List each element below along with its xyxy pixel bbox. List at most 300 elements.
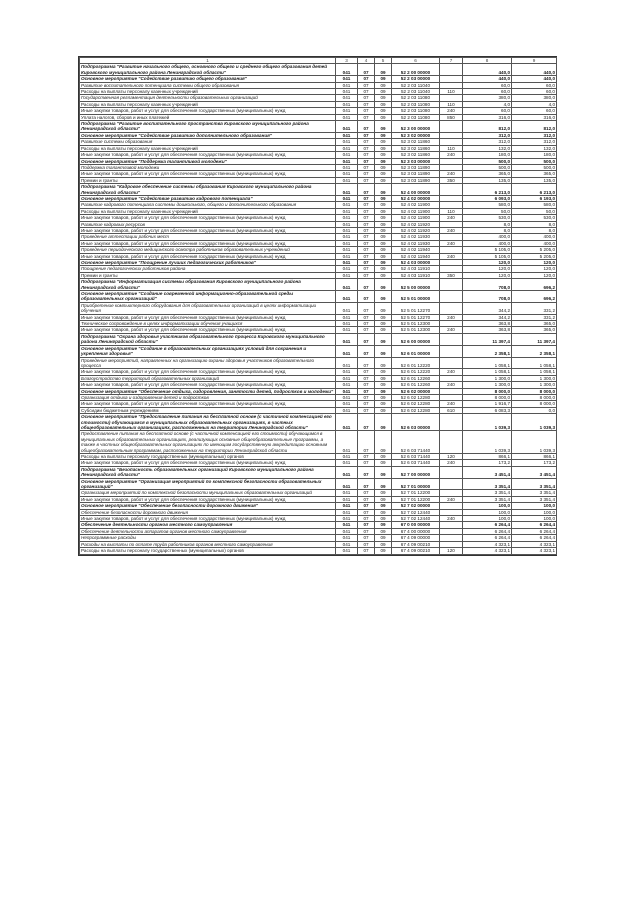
row-subsection: 09 (375, 541, 392, 547)
row-target-code: 52 6 01 12220 (392, 357, 440, 369)
row-amount-1: 5 105,0 (463, 253, 512, 259)
row-section: 07 (358, 272, 375, 278)
row-expense-type: 110 (440, 101, 463, 107)
row-target-code: 52 4 02 11920 (392, 221, 440, 227)
budget-table (79, 57, 557, 555)
row-amount-1: 708,0 (463, 279, 512, 291)
row-expense-type: 240 (440, 240, 463, 246)
row-subsection: 09 (375, 114, 392, 120)
row-section: 07 (358, 466, 375, 478)
row-ministry-code: 041 (336, 221, 358, 227)
row-amount-2: 400,0 (512, 234, 557, 240)
row-amount-1: 8 000,0 (463, 394, 512, 400)
column-number: 8 (463, 58, 512, 64)
row-section: 07 (358, 382, 375, 388)
row-target-code: 52 6 02 12280 (392, 407, 440, 413)
row-amount-2: 180,0 (512, 152, 557, 158)
row-subsection: 09 (375, 208, 392, 214)
row-section: 07 (358, 171, 375, 177)
row-description: Расходы на выплаты персоналу казенных учреждений (80, 208, 336, 214)
row-expense-type: 240 (440, 327, 463, 333)
row-target-code: 52 4 02 11900 (392, 202, 440, 208)
row-section: 07 (358, 478, 375, 490)
row-ministry-code: 041 (336, 202, 358, 208)
row-amount-2: 8 000,0 (512, 394, 557, 400)
row-section: 07 (358, 202, 375, 208)
row-description: Иные закупки товаров, работ и услуг для обеспечения государственных (муниципальных) нужд (80, 253, 336, 259)
table-row (80, 478, 557, 490)
row-subsection: 09 (375, 478, 392, 490)
row-amount-1: 344,2 (463, 302, 512, 314)
row-target-code: 52 2 03 00000 (392, 76, 440, 82)
row-ministry-code: 041 (336, 321, 358, 327)
row-amount-2: 50,0 (512, 208, 557, 214)
row-amount-1: 500,0 (463, 158, 512, 164)
row-amount-1: 312,0 (463, 139, 512, 145)
row-amount-2: 365,0 (512, 327, 557, 333)
row-subsection: 09 (375, 152, 392, 158)
row-amount-2: 1 039,3 (512, 414, 557, 431)
row-description: Иные закупки товаров, работ и услуг для обеспечения государственных (муниципальных) нужд (80, 401, 336, 407)
row-amount-2: 6 193,0 (512, 195, 557, 201)
row-target-code: 52 5 01 12270 (392, 314, 440, 320)
row-amount-1: 312,0 (463, 132, 512, 138)
table-row (80, 431, 557, 454)
row-ministry-code: 041 (336, 302, 358, 314)
row-amount-1: 6 264,4 (463, 528, 512, 534)
row-description: Подпрограмма "Кадровое обеспечение системы образования Кировского муниципального района Ленинградской области" (80, 184, 336, 196)
table-row (80, 466, 557, 478)
row-section: 07 (358, 152, 375, 158)
row-subsection: 09 (375, 202, 392, 208)
row-ministry-code: 041 (336, 548, 358, 554)
row-subsection: 09 (375, 291, 392, 303)
row-amount-2: 60,0 (512, 82, 557, 88)
row-amount-1: 6 213,0 (463, 184, 512, 196)
row-description: Подпрограмма "Безопасность образовательных организаций Кировского муниципального района Ленинградской области" (80, 466, 336, 478)
row-subsection: 09 (375, 260, 392, 266)
row-section: 07 (358, 260, 375, 266)
row-ministry-code: 041 (336, 522, 358, 528)
row-target-code: 52 6 01 12220 (392, 369, 440, 375)
row-expense-type (440, 121, 463, 133)
row-amount-1: 1 300,0 (463, 375, 512, 381)
column-number: 6 (392, 58, 440, 64)
table-row (80, 291, 557, 303)
row-ministry-code: 041 (336, 234, 358, 240)
row-section: 07 (358, 496, 375, 502)
row-expense-type: 120 (440, 548, 463, 554)
row-description: Иные закупки товаров, работ и услуг для обеспечения государственных (муниципальных) нужд (80, 516, 336, 522)
table-row (80, 357, 557, 369)
row-description: Техническое сопровождение в целях информатизации обучения учащихся (80, 321, 336, 327)
row-ministry-code: 041 (336, 171, 358, 177)
row-target-code: 67 4 09 00210 (392, 541, 440, 547)
row-ministry-code: 041 (336, 64, 358, 76)
row-amount-1: 100,0 (463, 503, 512, 509)
row-target-code: 52 3 03 00000 (392, 158, 440, 164)
row-subsection: 09 (375, 369, 392, 375)
row-amount-2: 135,0 (512, 177, 557, 183)
row-amount-2: 1 058,1 (512, 357, 557, 369)
row-ministry-code: 041 (336, 89, 358, 95)
row-subsection: 09 (375, 253, 392, 259)
row-amount-2: 8,0 (512, 221, 557, 227)
row-subsection: 09 (375, 535, 392, 541)
row-target-code: 52 4 02 11920 (392, 227, 440, 233)
row-expense-type: 850 (440, 114, 463, 120)
row-section: 07 (358, 516, 375, 522)
row-ministry-code: 041 (336, 407, 358, 413)
row-section: 07 (358, 234, 375, 240)
row-ministry-code: 041 (336, 177, 358, 183)
row-description: Развитие кадрового потенциала системы дошкольного, общего и дополнительного образования (80, 202, 336, 208)
row-expense-type (440, 414, 463, 431)
column-number: 9 (512, 58, 557, 64)
row-ministry-code: 041 (336, 108, 358, 114)
row-section: 07 (358, 158, 375, 164)
row-amount-2: 6 264,4 (512, 528, 557, 534)
row-amount-2: 120,0 (512, 266, 557, 272)
row-subsection: 09 (375, 121, 392, 133)
row-description: Премии и гранты (80, 177, 336, 183)
column-number: 1 (80, 58, 336, 64)
row-expense-type: 240 (440, 460, 463, 466)
row-target-code: 52 6 02 12280 (392, 401, 440, 407)
row-description: Государственная регламентация деятельности образовательных организаций (80, 95, 336, 101)
row-description: Расходы на выплаты персоналу государственных (муниципальных) органов (80, 548, 336, 554)
row-target-code: 52 5 01 12270 (392, 302, 440, 314)
row-amount-2: 696,2 (512, 291, 557, 303)
row-amount-1: 3 351,4 (463, 478, 512, 490)
row-amount-2: 3 351,4 (512, 490, 557, 496)
row-subsection: 09 (375, 321, 392, 327)
row-target-code: 52 5 01 12300 (392, 327, 440, 333)
row-target-code: 52 4 03 11910 (392, 266, 440, 272)
row-amount-1: 8 000,0 (463, 388, 512, 394)
row-amount-2: 173,2 (512, 460, 557, 466)
row-target-code: 52 4 03 00000 (392, 260, 440, 266)
row-section: 07 (358, 327, 375, 333)
row-subsection: 09 (375, 64, 392, 76)
row-ministry-code: 041 (336, 184, 358, 196)
row-target-code: 52 7 01 12200 (392, 490, 440, 496)
row-subsection: 09 (375, 302, 392, 314)
row-amount-2: 365,0 (512, 171, 557, 177)
row-ministry-code: 041 (336, 490, 358, 496)
row-amount-2: 1 039,3 (512, 431, 557, 454)
row-section: 07 (358, 164, 375, 170)
row-ministry-code: 041 (336, 414, 358, 431)
row-expense-type (440, 184, 463, 196)
row-amount-2: 866,1 (512, 454, 557, 460)
row-amount-1: 1 058,1 (463, 357, 512, 369)
row-target-code: 52 7 02 12440 (392, 516, 440, 522)
row-description: Организация мероприятий по комплексной безопасности муниципальных образовательных организаций (80, 490, 336, 496)
row-section: 07 (358, 333, 375, 345)
row-amount-2: 60,0 (512, 108, 557, 114)
row-target-code: 52 3 00 00000 (392, 121, 440, 133)
row-target-code: 52 5 01 12300 (392, 321, 440, 327)
row-description: Благоустройство территорий образовательных организаций (80, 375, 336, 381)
row-description: Основное мероприятие "Создание современной информационно-образовательной среды образовательных организаций" (80, 291, 336, 303)
row-ministry-code: 041 (336, 509, 358, 515)
row-amount-1: 316,0 (463, 114, 512, 120)
row-amount-2: 60,0 (512, 89, 557, 95)
row-expense-type (440, 291, 463, 303)
row-section: 07 (358, 535, 375, 541)
row-description: Обеспечение деятельности органов местного самоуправления (80, 522, 336, 528)
row-target-code: 52 4 02 11930 (392, 240, 440, 246)
row-section: 07 (358, 528, 375, 534)
row-section: 07 (358, 195, 375, 201)
row-ministry-code: 041 (336, 516, 358, 522)
table-row (80, 548, 557, 554)
row-target-code: 52 3 02 11860 (392, 152, 440, 158)
row-description: Уплата налогов, сборов и иных платежей (80, 114, 336, 120)
row-ministry-code: 041 (336, 345, 358, 357)
row-subsection: 09 (375, 76, 392, 82)
row-section: 07 (358, 460, 375, 466)
row-ministry-code: 041 (336, 215, 358, 221)
row-amount-1: 866,1 (463, 454, 512, 460)
row-target-code: 52 6 03 71440 (392, 454, 440, 460)
row-description: Иные закупки товаров, работ и услуг для обеспечения государственных (муниципальных) нужд (80, 314, 336, 320)
row-amount-1: 60,0 (463, 108, 512, 114)
row-section: 07 (358, 121, 375, 133)
row-section: 07 (358, 221, 375, 227)
row-description: Основное мероприятие "Обеспечение отдыха, оздоровления, занятости детей, подростков и молодежи" (80, 388, 336, 394)
row-section: 07 (358, 414, 375, 431)
row-amount-1: 530,0 (463, 215, 512, 221)
row-subsection: 09 (375, 401, 392, 407)
row-subsection: 09 (375, 522, 392, 528)
row-section: 07 (358, 145, 375, 151)
row-amount-1: 60,0 (463, 89, 512, 95)
row-expense-type (440, 466, 463, 478)
row-subsection: 09 (375, 145, 392, 151)
row-expense-type: 240 (440, 401, 463, 407)
row-amount-1: 1 039,3 (463, 431, 512, 454)
row-amount-1: 440,0 (463, 76, 512, 82)
row-expense-type: 110 (440, 145, 463, 151)
row-amount-1: 6 264,4 (463, 522, 512, 528)
row-description: Субсидии бюджетным учреждениям (80, 407, 336, 413)
row-amount-2: 312,0 (512, 139, 557, 145)
row-subsection: 09 (375, 414, 392, 431)
row-description: Развитие воспитательного потенциала системы общего образования (80, 82, 336, 88)
row-subsection: 09 (375, 95, 392, 101)
row-amount-2: 500,0 (512, 158, 557, 164)
row-subsection: 09 (375, 221, 392, 227)
row-description: Развитие кадровых ресурсов (80, 221, 336, 227)
row-ministry-code: 041 (336, 266, 358, 272)
row-target-code: 52 3 03 11890 (392, 164, 440, 170)
budget-table-container (78, 56, 557, 556)
row-target-code: 52 3 03 11890 (392, 171, 440, 177)
row-target-code: 52 5 00 00000 (392, 279, 440, 291)
row-amount-2: 331,2 (512, 314, 557, 320)
row-description: Подпрограмма "Развитие воспитательного пространства Кировского муниципального района Ленинградской области" (80, 121, 336, 133)
row-target-code: 52 6 02 12280 (392, 394, 440, 400)
row-amount-1: 1 058,1 (463, 369, 512, 375)
row-amount-1: 400,0 (463, 240, 512, 246)
row-amount-1: 100,0 (463, 509, 512, 515)
row-description: Иные закупки товаров, работ и услуг для обеспечения государственных (муниципальных) нужд (80, 382, 336, 388)
row-subsection: 09 (375, 548, 392, 554)
row-description: Подпрограмма "Развитие начального общего, основного общего и среднего общего образования детей Кировского муниципального района Ленинградской области" (80, 64, 336, 76)
row-amount-1: 120,0 (463, 266, 512, 272)
row-subsection: 09 (375, 89, 392, 95)
row-description: Иные закупки товаров, работ и услуг для обеспечения государственных (муниципальных) нужд (80, 460, 336, 466)
row-subsection: 09 (375, 333, 392, 345)
row-target-code: 52 6 01 00000 (392, 345, 440, 357)
row-section: 07 (358, 522, 375, 528)
column-number: 4 (358, 58, 375, 64)
row-amount-1: 6 264,4 (463, 535, 512, 541)
row-amount-1: 120,0 (463, 260, 512, 266)
row-expense-type: 240 (440, 152, 463, 158)
row-amount-2: 120,0 (512, 260, 557, 266)
row-subsection: 09 (375, 108, 392, 114)
row-amount-1: 1 300,0 (463, 382, 512, 388)
row-amount-2: 1 058,1 (512, 369, 557, 375)
row-target-code: 52 6 01 12260 (392, 382, 440, 388)
row-amount-1: 344,2 (463, 314, 512, 320)
row-amount-2: 100,0 (512, 509, 557, 515)
row-ministry-code: 041 (336, 279, 358, 291)
row-expense-type: 120 (440, 454, 463, 460)
row-expense-type: 240 (440, 215, 463, 221)
column-number: 3 (336, 58, 358, 64)
row-subsection: 09 (375, 490, 392, 496)
row-section: 07 (358, 321, 375, 327)
row-amount-1: 4 323,1 (463, 548, 512, 554)
row-subsection: 09 (375, 460, 392, 466)
row-amount-2: 2 358,1 (512, 345, 557, 357)
row-description: Иные закупки товаров, работ и услуг для обеспечения государственных (муниципальных) нужд (80, 171, 336, 177)
table-row (80, 302, 557, 314)
row-subsection: 09 (375, 177, 392, 183)
row-ministry-code: 041 (336, 95, 358, 101)
row-subsection: 09 (375, 345, 392, 357)
row-section: 07 (358, 407, 375, 413)
row-description: Расходы на выплаты по оплате труда работников органов местного самоуправления (80, 541, 336, 547)
row-target-code: 52 2 03 11080 (392, 108, 440, 114)
row-description: Обеспечение деятельности аппаратов органов местного самоуправления (80, 528, 336, 534)
row-target-code: 52 3 02 00000 (392, 132, 440, 138)
row-section: 07 (358, 503, 375, 509)
row-subsection: 09 (375, 184, 392, 196)
row-ministry-code: 041 (336, 208, 358, 214)
row-target-code: 52 6 00 00000 (392, 333, 440, 345)
row-amount-1: 135,0 (463, 177, 512, 183)
row-amount-2: 365,0 (512, 321, 557, 327)
row-ministry-code: 041 (336, 454, 358, 460)
row-expense-type: 240 (440, 227, 463, 233)
row-description: Подпрограмма "Информатизация системы образования Кировского муниципального района Ленинградской области" (80, 279, 336, 291)
row-amount-2: 3 351,4 (512, 478, 557, 490)
row-subsection: 09 (375, 195, 392, 201)
table-row (80, 279, 557, 291)
row-amount-1: 8,0 (463, 227, 512, 233)
row-subsection: 09 (375, 407, 392, 413)
row-amount-2: 100,0 (512, 503, 557, 509)
row-subsection: 09 (375, 431, 392, 454)
row-amount-1: 1 916,7 (463, 401, 512, 407)
row-amount-2: 3 451,4 (512, 466, 557, 478)
row-ministry-code: 041 (336, 333, 358, 345)
row-description: Поощрение педагогических работников района (80, 266, 336, 272)
row-amount-2: 440,0 (512, 64, 557, 76)
row-subsection: 09 (375, 509, 392, 515)
row-target-code: 52 6 03 71440 (392, 431, 440, 454)
row-section: 07 (358, 114, 375, 120)
row-description: Подпрограмма "Охрана здоровья участников образовательного процесса Кировского муниципального района Ленинградской области" (80, 333, 336, 345)
row-subsection: 09 (375, 454, 392, 460)
row-amount-1: 60,0 (463, 82, 512, 88)
row-target-code: 52 5 01 00000 (392, 291, 440, 303)
row-section: 07 (358, 101, 375, 107)
row-target-code: 52 4 02 11900 (392, 208, 440, 214)
row-expense-type (440, 431, 463, 454)
row-ministry-code: 041 (336, 369, 358, 375)
row-description: Основное мероприятие "Содействие развитию кадрового потенциала" (80, 195, 336, 201)
row-section: 07 (358, 388, 375, 394)
row-ministry-code: 041 (336, 431, 358, 454)
row-description: Организация отдыха и оздоровления детей и подростков (80, 394, 336, 400)
row-section: 07 (358, 314, 375, 320)
row-target-code: 52 4 02 00000 (392, 195, 440, 201)
row-target-code: 52 7 01 12200 (392, 496, 440, 502)
row-target-code: 52 6 03 71440 (392, 460, 440, 466)
row-section: 07 (358, 548, 375, 554)
row-ministry-code: 041 (336, 145, 358, 151)
row-ministry-code: 041 (336, 291, 358, 303)
row-target-code: 52 7 02 12440 (392, 509, 440, 515)
row-amount-1: 180,0 (463, 152, 512, 158)
row-description: Основное мероприятие "Поощрение лучших педагогических работников" (80, 260, 336, 266)
table-row (80, 345, 557, 357)
row-expense-type: 240 (440, 369, 463, 375)
row-section: 07 (358, 89, 375, 95)
row-ministry-code: 041 (336, 101, 358, 107)
row-amount-2: 400,0 (512, 240, 557, 246)
row-ministry-code: 041 (336, 121, 358, 133)
row-ministry-code: 041 (336, 132, 358, 138)
row-amount-2: 331,2 (512, 302, 557, 314)
row-section: 07 (358, 509, 375, 515)
row-description: Приобретение компьютерного оборудования для образовательных организаций в целях информатизации обучения (80, 302, 336, 314)
row-target-code: 52 4 02 11930 (392, 234, 440, 240)
row-amount-1: 380,0 (463, 95, 512, 101)
row-description: Иные закупки товаров, работ и услуг для обеспечения государственных (муниципальных) нужд (80, 240, 336, 246)
row-section: 07 (358, 291, 375, 303)
row-subsection: 09 (375, 158, 392, 164)
row-ministry-code: 041 (336, 503, 358, 509)
row-description: Иные закупки товаров, работ и услуг для обеспечения государственных (муниципальных) нужд (80, 108, 336, 114)
row-target-code: 52 6 01 12260 (392, 375, 440, 381)
row-description: Основное мероприятие "Создание в образовательных организациях условий для сохранения и укрепления здоровья" (80, 345, 336, 357)
row-ministry-code: 041 (336, 388, 358, 394)
row-description: Непрограммные расходы (80, 535, 336, 541)
row-description: Премии и гранты (80, 272, 336, 278)
row-amount-2: 530,0 (512, 215, 557, 221)
row-section: 07 (358, 302, 375, 314)
row-ministry-code: 041 (336, 401, 358, 407)
row-target-code: 52 3 02 11860 (392, 139, 440, 145)
row-ministry-code: 041 (336, 528, 358, 534)
